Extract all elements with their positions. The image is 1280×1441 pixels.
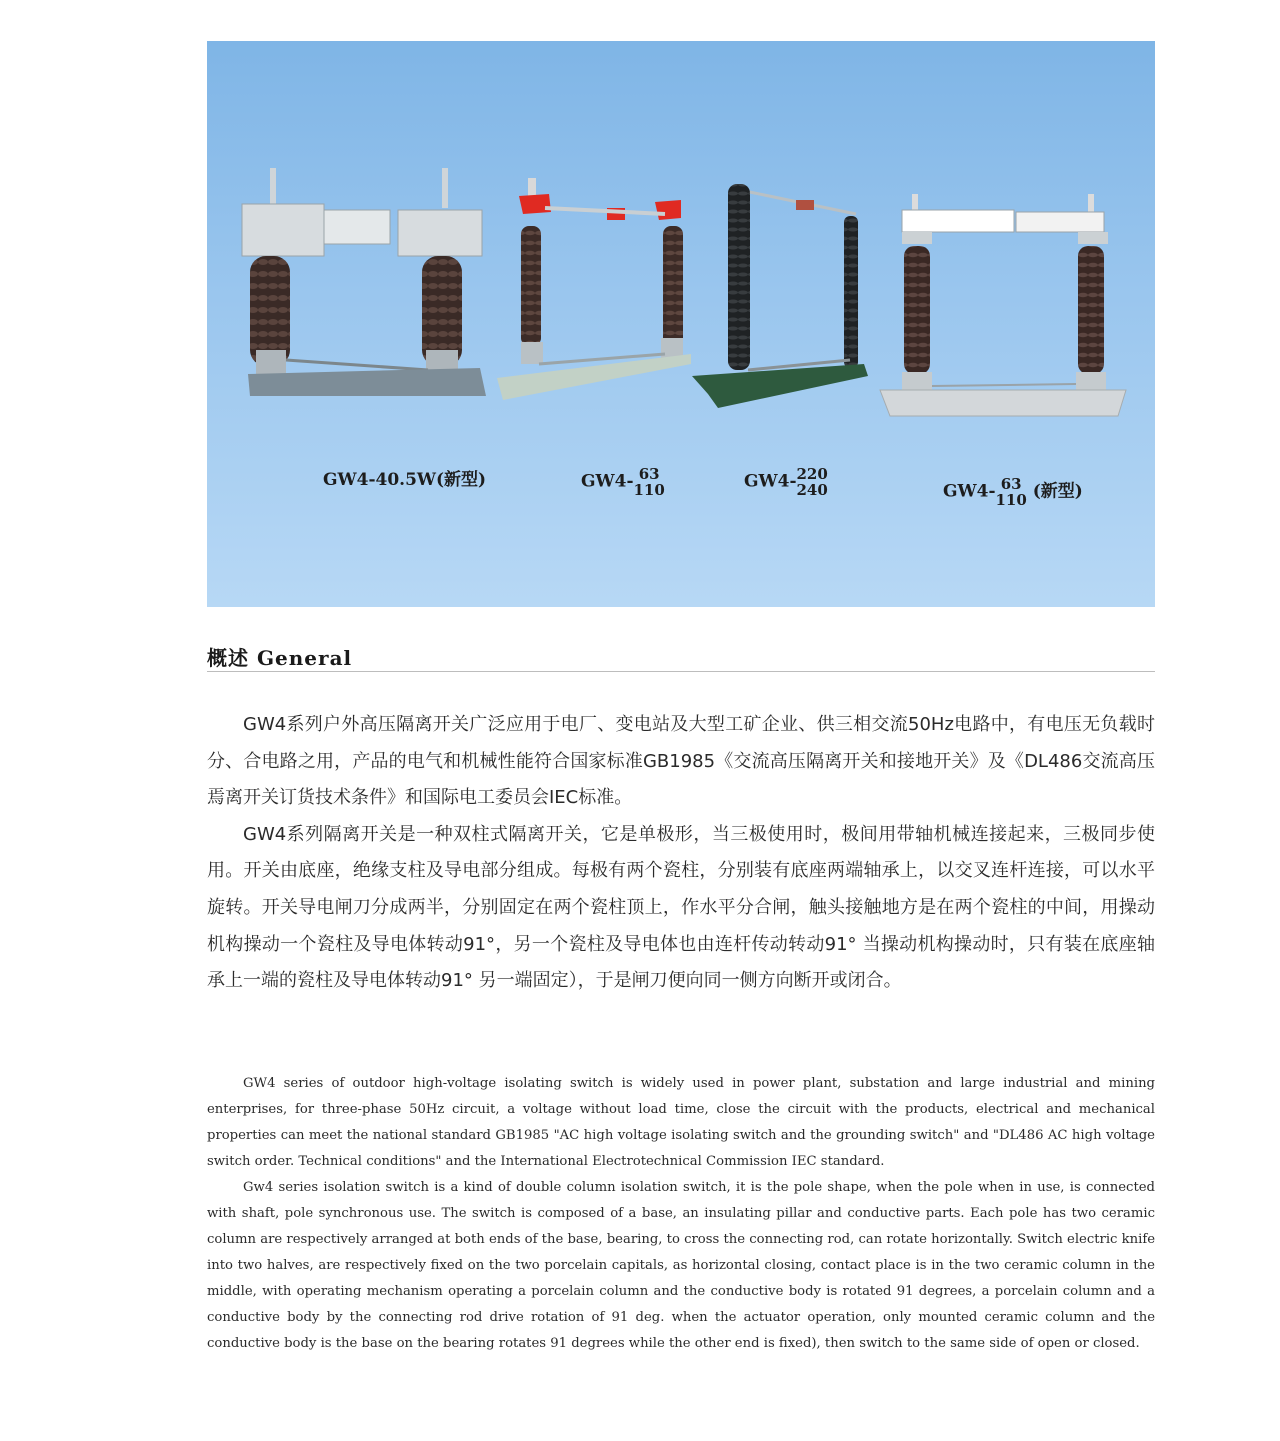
product-label-gw4-63-110: GW4- 63 110 [581, 465, 665, 499]
section-divider [207, 671, 1155, 672]
chinese-description [207, 707, 1155, 1000]
product-image-gw4-40-5w [238, 160, 490, 410]
chinese-paragraph: GW4系列户外高压隔离开关广泛应用于电厂、变电站及大型工矿企业、供三相交流50Hz电路中，有电压无负载时分、合电路之用，产品的电气和机械性能符合国家标准GB1985《交流高压隔离开关和接地开关》及《DL486交流高压焉离开关订货技术条件》和国际电工委员会IEC标准。 [207, 714, 1155, 809]
english-paragraph: GW4 series of outdoor high-voltage isolating switch is widely used in power plant, substation and large industrial and mining enterprises, for three-phase 50Hz circuit, a voltage without load time, close the circuit with the products, electrical and mechanical properties can meet the national standard GB1985 "AC high voltage isolating switch and the grounding switch" and "DL486 AC high voltage switch order. Technical conditions" and the International Electrotechnical Commission IEC standard. [207, 1076, 1155, 1169]
product-label-gw4-63-110-new: GW4- 63 110 (新型) [943, 475, 1083, 509]
english-paragraph: Gw4 series isolation switch is a kind of double column isolation switch, it is the pole shape, when the pole when in use, is connected with shaft, pole synchronous use. The switch is composed of a base, an insulating pillar and conductive parts. Each pole has two ceramic column are respectively arranged at both ends of the base, bearing, to cross the connecting rod, can rotate horizontally. Switch electric knife into two halves, are respectively fixed on the two porcelain capitals, as horizontal closing, contact place is in the two ceramic column in the middle, with operating mechanism operating a porcelain column and the conductive body is rotated 91 degrees, a porcelain column and a conductive body by the connecting rod drive rotation of 91 deg. when the actuator operation, only mounted ceramic column and the conductive body is the base on the bearing rotates 91 degrees while the other end is fixed), then switch to the same side of open or closed. [207, 1180, 1156, 1351]
product-image-gw4-220-240 [688, 180, 872, 412]
product-image-gw4-63-110-new [878, 190, 1130, 422]
product-label-gw4-220-240: GW4- 220 240 [744, 465, 828, 499]
product-label-gw4-40-5w: GW4-40.5W(新型) [323, 470, 487, 490]
section-title: 概述 General [207, 646, 353, 670]
english-description [207, 1071, 1155, 1357]
chinese-paragraph: GW4系列隔离开关是一种双柱式隔离开关，它是单极形，当三极使用时，极间用带轴机械连接起来，三极同步使用。开关由底座，绝缘支柱及导电部分组成。每极有两个瓷柱，分别装有底座两端轴承上，以交叉连杆连接，可以水平旋转。开关导电闸刀分成两半，分别固定在两个瓷柱顶上，作水平分合闸，触头接触地方是在两个瓷柱的中间，用操动机构操动一个瓷柱及导电体转动91°，另一个瓷柱及导电体也由连杆传动转动91° 当操动机构操动时，只有装在底座轴承上一端的瓷柱及导电体转动91° 另一端固定），于是闸刀便向同一侧方向断开或闭合。 [207, 823, 1155, 992]
product-image-gw4-63-110 [495, 178, 695, 408]
